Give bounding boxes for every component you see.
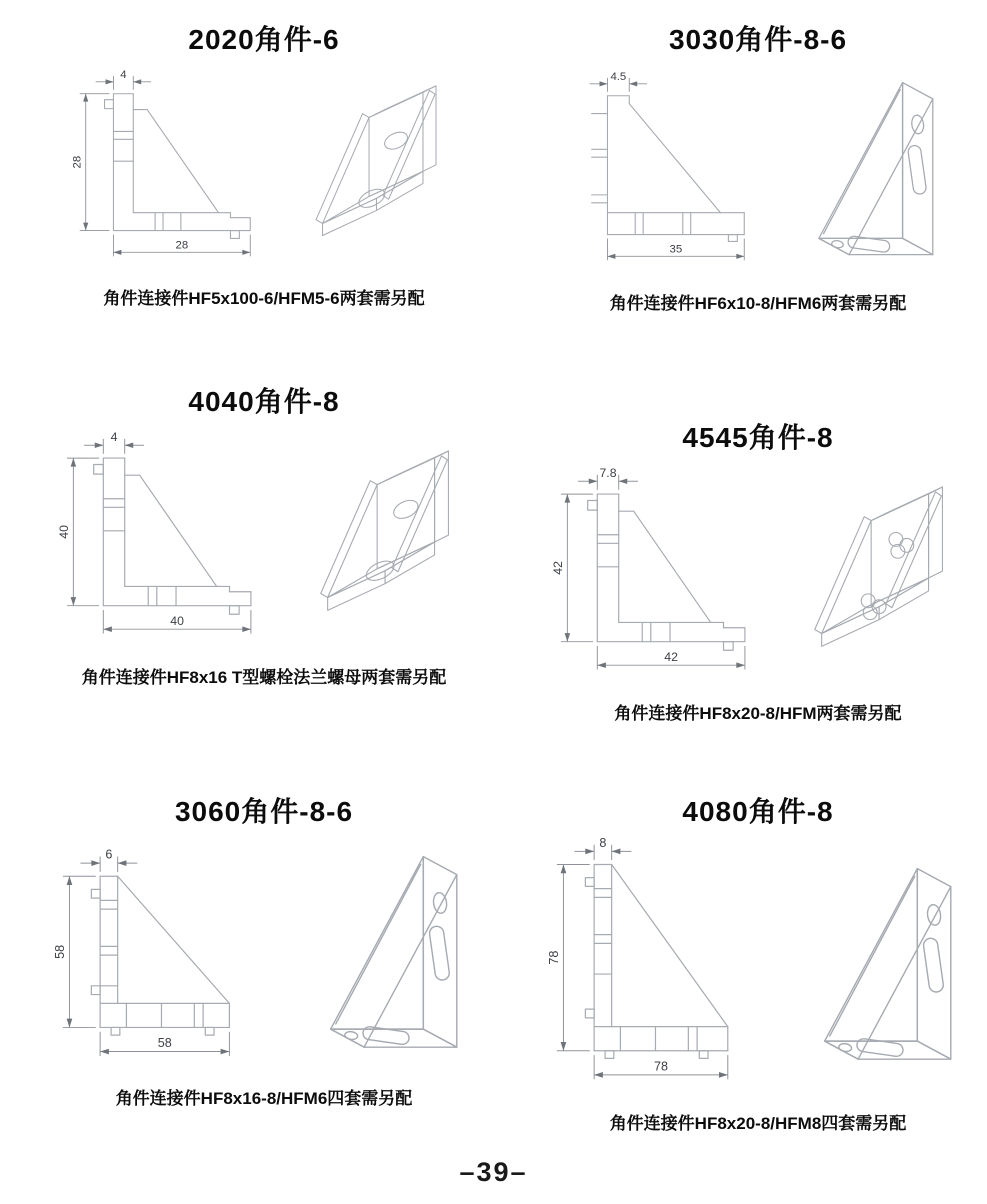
drawing-row xyxy=(524,836,987,1099)
drawing-row xyxy=(30,426,498,653)
product-title: 4040角件-8 xyxy=(188,386,340,418)
dimension-label: 78 xyxy=(653,1059,668,1074)
dimension-label: 35 xyxy=(669,243,683,256)
dimension-label: 4 xyxy=(110,430,118,445)
product-title: 4080角件-8 xyxy=(682,795,834,827)
drawing-row xyxy=(30,836,498,1074)
dimension-drawing-2d xyxy=(52,64,280,274)
product-title: 2020角件-6 xyxy=(188,24,340,55)
slot-holes xyxy=(831,114,927,252)
page-number: –39– xyxy=(459,1157,528,1187)
dimension-label: 28 xyxy=(175,239,189,252)
dimension-label: 8 xyxy=(599,835,607,850)
dimension-label: 28 xyxy=(71,155,84,169)
drawing-row xyxy=(30,64,498,274)
product-grid xyxy=(30,6,957,1134)
isometric-view-3d xyxy=(292,836,498,1074)
dimension-label: 58 xyxy=(52,944,67,959)
isometric-view-3d xyxy=(787,484,985,667)
product-section-4080 xyxy=(524,778,987,1134)
slot-holes xyxy=(838,904,944,1057)
dimension-drawing-2d xyxy=(37,426,283,653)
dimension-drawing-2d xyxy=(30,839,282,1071)
dimension-label: 40 xyxy=(57,525,72,539)
isometric-view-3d xyxy=(293,448,491,631)
dimension-label: 78 xyxy=(546,950,561,965)
product-title: 3030角件-8-6 xyxy=(668,24,848,55)
slot-holes xyxy=(344,892,450,1045)
dimension-label: 40 xyxy=(170,613,184,628)
drawing-row xyxy=(524,64,987,279)
dimension-label: 4.5 xyxy=(610,71,627,84)
dimension-label: 6 xyxy=(105,847,113,862)
dimension-drawing-2d xyxy=(524,836,776,1099)
dimension-label: 4 xyxy=(120,68,127,81)
product-caption: 角件连接件HF8x16-8/HFM6四套需另配 xyxy=(115,1088,413,1108)
product-caption: 角件连接件HF8x20-8/HFM两套需另配 xyxy=(614,703,902,723)
product-title: 3060角件-8-6 xyxy=(174,795,354,827)
drawing-row xyxy=(524,462,987,689)
dimension-label: 7.8 xyxy=(599,466,617,481)
product-section-4545 xyxy=(524,368,987,724)
product-section-3060 xyxy=(30,778,498,1134)
product-caption: 角件连接件HF5x100-6/HFM5-6两套需另配 xyxy=(103,289,425,309)
product-caption: 角件连接件HF6x10-8/HFM6两套需另配 xyxy=(609,294,907,314)
dimension-label: 42 xyxy=(664,649,678,664)
isometric-view-3d xyxy=(786,848,987,1086)
product-title: 4545角件-8 xyxy=(682,422,834,454)
isometric-view-3d xyxy=(784,64,970,279)
product-section-2020 xyxy=(30,6,498,314)
product-caption: 角件连接件HF8x16 T型螺栓法兰螺母两套需另配 xyxy=(81,667,447,687)
dimension-drawing-2d xyxy=(546,66,774,276)
isometric-view-3d xyxy=(290,83,476,255)
product-section-4040 xyxy=(30,368,498,724)
product-section-3030 xyxy=(524,6,987,314)
dimension-drawing-2d xyxy=(531,462,777,689)
dimension-label: 42 xyxy=(551,561,566,575)
dimension-label: 58 xyxy=(157,1035,172,1050)
product-caption: 角件连接件HF8x20-8/HFM8四套需另配 xyxy=(609,1113,907,1133)
